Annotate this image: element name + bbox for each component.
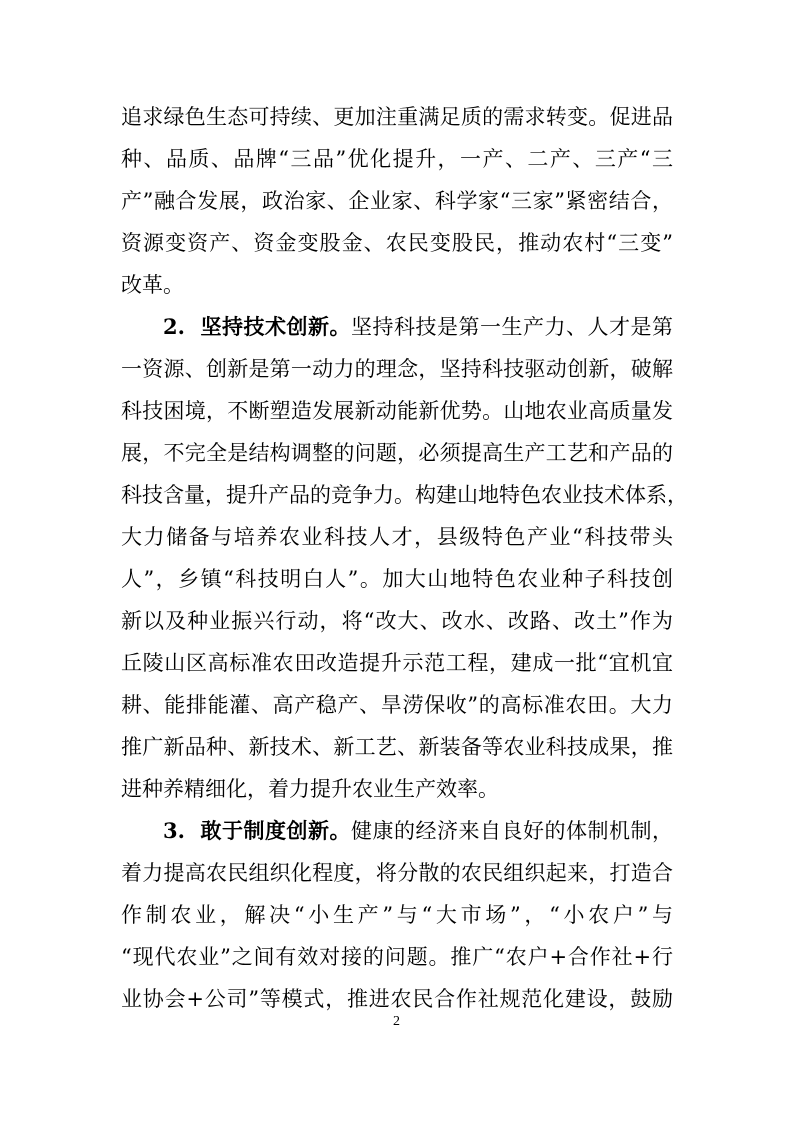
text-line: 科技含量，提升产品的竞争力。构建山地特色农业技术体系， bbox=[121, 483, 688, 507]
text-line: “现代农业”之间有效对接的问题。推广“农户+合作社+行 bbox=[121, 945, 673, 969]
text-line: 产”融合发展，政治家、企业家、科学家“三家”紧密结合， bbox=[121, 189, 673, 213]
text-line: 作制农业，解决“小生产”与“大市场”，“小农户”与 bbox=[121, 903, 673, 927]
text-run: 坚持科技是第一生产力、人才是第 bbox=[351, 315, 674, 339]
page-number: 2 bbox=[393, 1014, 400, 1029]
text-line: 科技困境，不断塑造发展新动能新优势。山地农业高质量发 bbox=[121, 399, 673, 423]
text-line: 丘陵山区高标准农田改造提升示范工程，建成一批“宜机宜 bbox=[121, 651, 673, 675]
text-line: 耕、能排能灌、高产稳产、旱涝保收”的高标准农田。大力 bbox=[121, 693, 673, 717]
section-heading-2: 2. 坚持技术创新。 bbox=[163, 314, 352, 339]
text-line: 进种养精细化，着力提升农业生产效率。 bbox=[121, 777, 499, 801]
text-line: 种、品质、品牌“三品”优化提升，一产、二产、三产“三 bbox=[121, 147, 673, 171]
text-line: 一资源、创新是第一动力的理念，坚持科技驱动创新，破解 bbox=[121, 357, 673, 381]
section-3-first-line bbox=[163, 810, 673, 852]
text-line: 改革。 bbox=[121, 273, 184, 297]
text-line: 追求绿色生态可持续、更加注重满足质的需求转变。促进品 bbox=[121, 105, 673, 129]
text-line: 展，不完全是结构调整的问题，必须提高生产工艺和产品的 bbox=[121, 441, 673, 465]
section-2-first-line bbox=[163, 306, 673, 348]
section-heading-3: 3. 敢于制度创新。 bbox=[163, 818, 352, 843]
text-line: 新以及种业振兴行动，将“改大、改水、改路、改土”作为 bbox=[121, 609, 673, 633]
text-line: 大力储备与培养农业科技人才，县级特色产业“科技带头 bbox=[121, 525, 673, 549]
text-line: 业协会+公司”等模式，推进农民合作社规范化建设，鼓励 bbox=[121, 987, 673, 1011]
text-line: 资源变资产、资金变股金、农民变股民，推动农村“三变” bbox=[121, 231, 673, 255]
text-line: 推广新品种、新技术、新工艺、新装备等农业科技成果，推 bbox=[121, 735, 673, 759]
text-line: 人”，乡镇“科技明白人”。加大山地特色农业种子科技创 bbox=[121, 567, 673, 591]
text-line: 着力提高农民组织化程度，将分散的农民组织起来，打造合 bbox=[121, 861, 673, 885]
text-run: 健康的经济来自良好的体制机制， bbox=[351, 819, 674, 843]
